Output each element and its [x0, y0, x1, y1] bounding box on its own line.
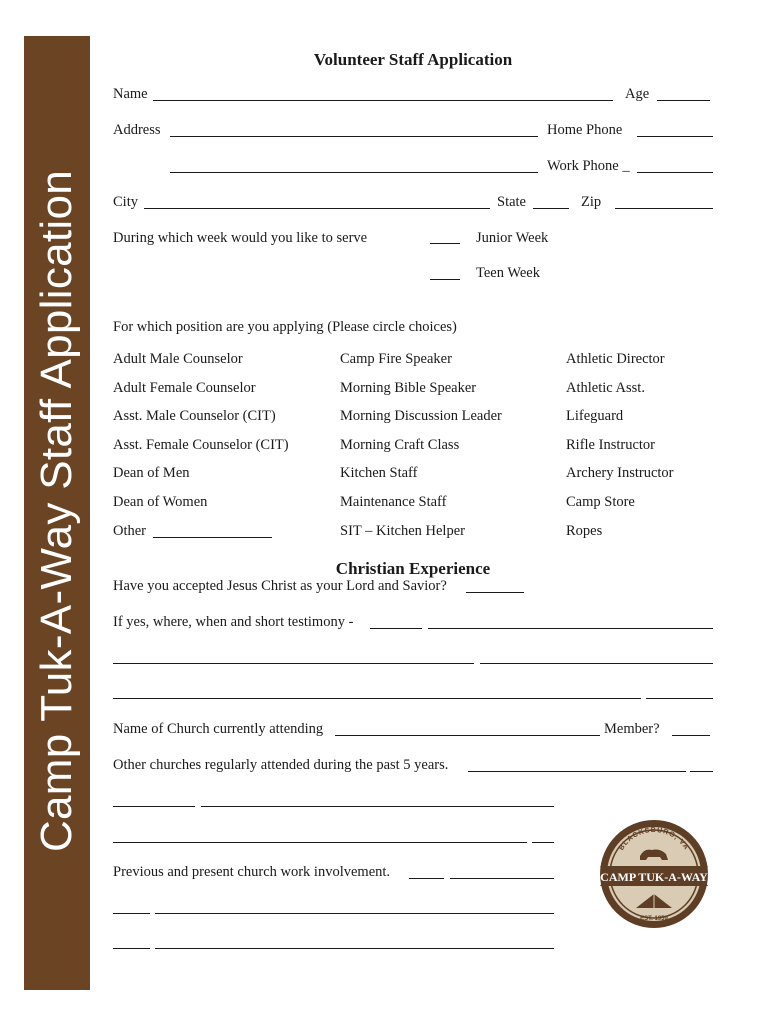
- accepted-answer-field[interactable]: [466, 592, 524, 593]
- address-field[interactable]: [170, 136, 538, 137]
- work-involvement-field[interactable]: [409, 878, 444, 879]
- position-option[interactable]: Camp Store: [566, 494, 635, 510]
- position-option[interactable]: Athletic Director: [566, 351, 665, 367]
- church-label: Name of Church currently attending: [113, 721, 324, 737]
- city-label: City: [113, 194, 138, 210]
- work-involvement-field[interactable]: [450, 878, 554, 879]
- home-phone-label: Home Phone: [547, 122, 623, 138]
- testimony-line[interactable]: [646, 698, 713, 699]
- sidebar-title: Camp Tuk-A-Way Staff Application: [32, 169, 81, 853]
- work-involvement-line[interactable]: [113, 913, 150, 914]
- junior-week-checkline[interactable]: [430, 243, 460, 244]
- church-field[interactable]: [335, 735, 600, 736]
- other-churches-line[interactable]: [113, 806, 195, 807]
- position-option[interactable]: Asst. Female Counselor (CIT): [113, 437, 289, 453]
- position-option[interactable]: Athletic Asst.: [566, 380, 645, 396]
- age-label: Age: [625, 86, 650, 102]
- position-option[interactable]: Dean of Men: [113, 465, 190, 481]
- teen-week-option: Teen Week: [476, 265, 540, 281]
- address-label: Address: [113, 122, 161, 138]
- work-involvement-line[interactable]: [113, 948, 150, 949]
- zip-label: Zip: [581, 194, 602, 210]
- camp-logo: [596, 808, 712, 938]
- junior-week-option: Junior Week: [476, 230, 549, 246]
- logo-top-text: BLACKSBURG, VA: [618, 826, 690, 852]
- address-line2-field[interactable]: [170, 172, 538, 173]
- member-field[interactable]: [672, 735, 710, 736]
- form-title: Volunteer Staff Application: [313, 50, 513, 69]
- work-phone-label: Work Phone _: [547, 158, 630, 174]
- position-option[interactable]: SIT – Kitchen Helper: [340, 523, 465, 539]
- position-option[interactable]: Adult Male Counselor: [113, 351, 243, 367]
- other-churches-line[interactable]: [113, 842, 527, 843]
- work-involvement-line[interactable]: [155, 913, 554, 914]
- member-label: Member?: [604, 721, 660, 737]
- position-option[interactable]: Asst. Male Counselor (CIT): [113, 408, 276, 424]
- accepted-question: Have you accepted Jesus Christ as your Lord and Savior?: [113, 578, 447, 594]
- state-field[interactable]: [533, 208, 569, 209]
- position-option[interactable]: Rifle Instructor: [566, 437, 655, 453]
- work-phone-field[interactable]: [637, 172, 713, 173]
- name-label: Name: [113, 86, 148, 102]
- testimony-line[interactable]: [113, 663, 474, 664]
- zip-field[interactable]: [615, 208, 713, 209]
- christian-experience-heading: Christian Experience: [335, 559, 491, 578]
- testimony-line[interactable]: [480, 663, 713, 664]
- name-field[interactable]: [153, 100, 613, 101]
- position-option[interactable]: Lifeguard: [566, 408, 624, 424]
- home-phone-field[interactable]: [637, 136, 713, 137]
- testimony-field[interactable]: [428, 628, 713, 629]
- position-option[interactable]: Dean of Women: [113, 494, 208, 510]
- other-churches-line[interactable]: [201, 806, 554, 807]
- position-option[interactable]: Ropes: [566, 523, 603, 539]
- position-question: For which position are you applying (Please circle choices): [113, 319, 457, 335]
- age-field[interactable]: [657, 100, 710, 101]
- work-involvement-line[interactable]: [155, 948, 554, 949]
- week-question: During which week would you like to serve: [113, 230, 368, 246]
- other-churches-line[interactable]: [532, 842, 554, 843]
- position-option[interactable]: Archery Instructor: [566, 465, 674, 481]
- position-option[interactable]: Morning Craft Class: [340, 437, 460, 453]
- work-involvement-label: Previous and present church work involvement.: [113, 864, 391, 880]
- state-label: State: [497, 194, 526, 210]
- position-option[interactable]: Camp Fire Speaker: [340, 351, 452, 367]
- teen-week-checkline[interactable]: [430, 279, 460, 280]
- city-field[interactable]: [144, 208, 490, 209]
- other-position-field[interactable]: [153, 537, 272, 538]
- logo-bottom-text: EST. 1959: [640, 916, 668, 922]
- other-churches-field[interactable]: [690, 771, 713, 772]
- position-option[interactable]: Maintenance Staff: [340, 494, 447, 510]
- testimony-label: If yes, where, when and short testimony -: [113, 614, 354, 630]
- other-churches-field[interactable]: [468, 771, 686, 772]
- position-option[interactable]: Morning Discussion Leader: [340, 408, 502, 424]
- other-churches-label: Other churches regularly attended during the past 5 years.: [113, 757, 449, 773]
- position-option[interactable]: Kitchen Staff: [340, 465, 418, 481]
- position-option[interactable]: Adult Female Counselor: [113, 380, 256, 396]
- logo-main-text: CAMP TUK-A-WAY: [600, 870, 708, 884]
- testimony-line[interactable]: [113, 698, 641, 699]
- position-option[interactable]: Morning Bible Speaker: [340, 380, 477, 396]
- testimony-field[interactable]: [370, 628, 422, 629]
- position-option-other[interactable]: Other: [113, 523, 147, 539]
